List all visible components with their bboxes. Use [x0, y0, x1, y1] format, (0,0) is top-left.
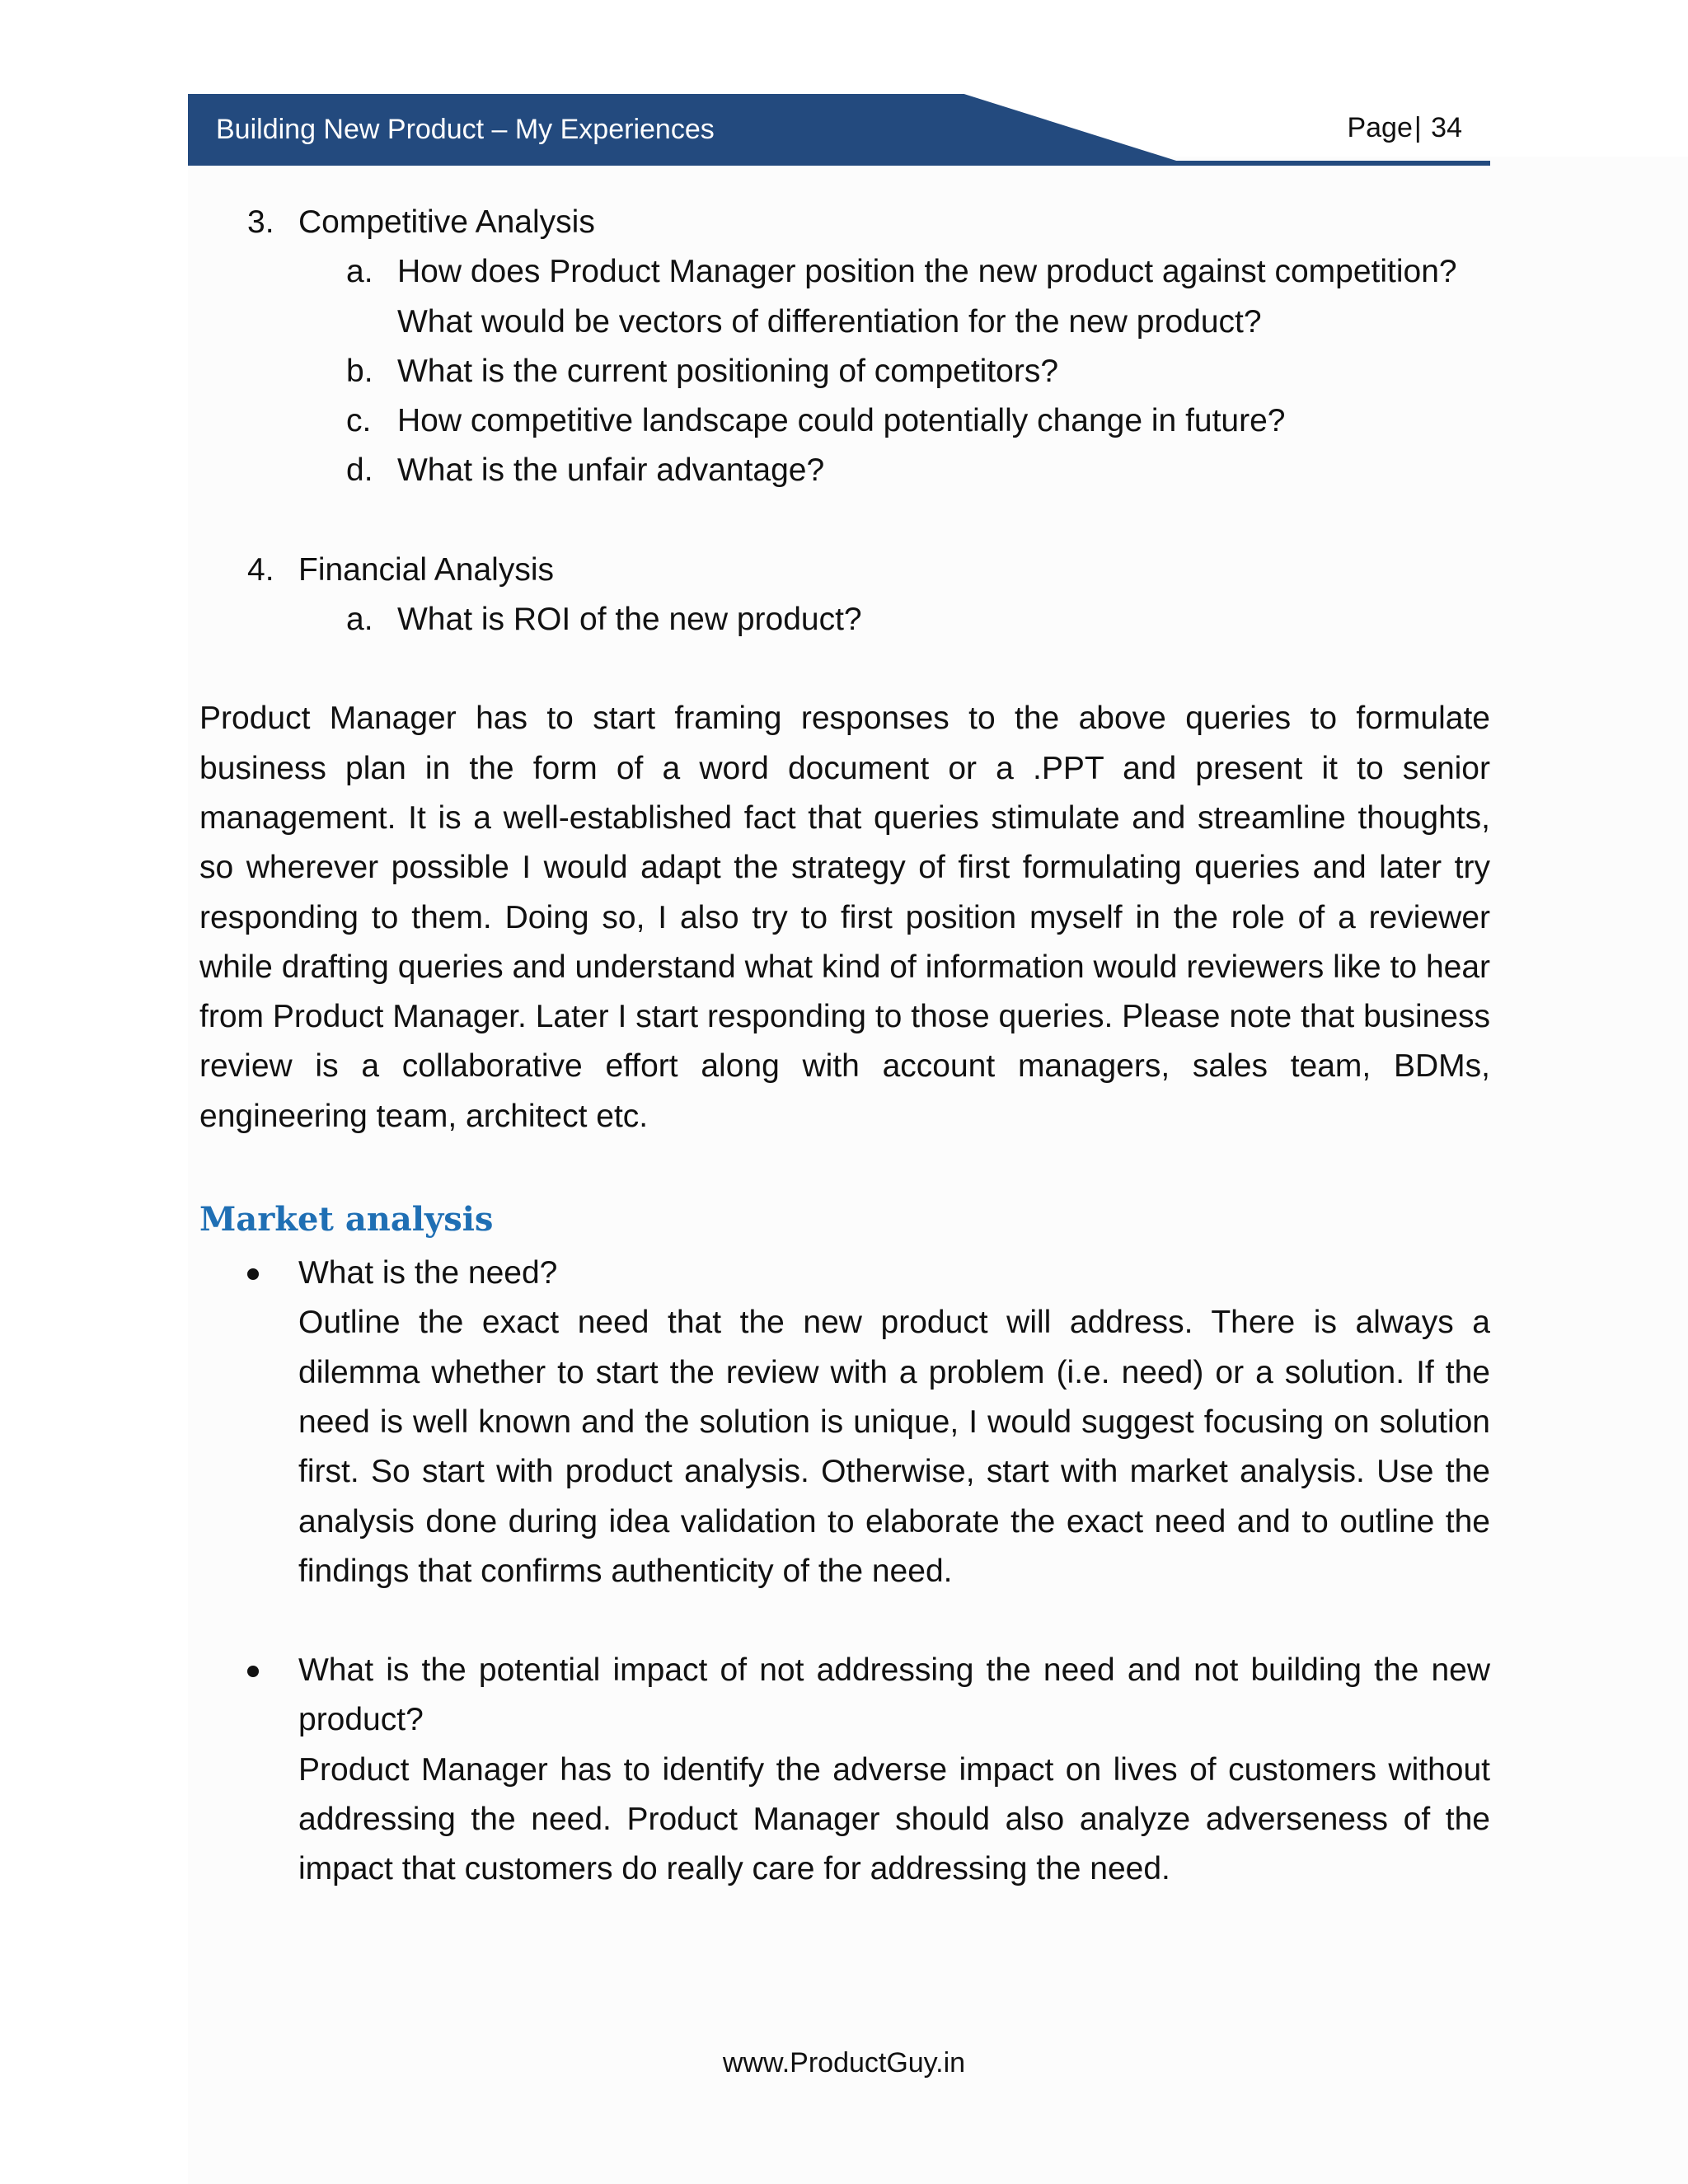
spacer	[199, 496, 1490, 546]
spacer	[199, 1596, 1490, 1646]
financial-questions	[199, 595, 1490, 644]
spacer	[199, 1141, 1490, 1191]
page-separator: |	[1414, 112, 1422, 143]
bullet-question: What is the potential impact of not addressing the need and not building the new product?	[298, 1652, 1490, 1738]
item-text: What is the current positioning of competitors?	[397, 353, 1059, 389]
section-title: Competitive Analysis	[298, 204, 595, 240]
item-letter: d.	[346, 452, 373, 489]
list-item	[199, 247, 1490, 347]
item-letter: b.	[346, 353, 373, 389]
section-number: 4.	[247, 551, 274, 588]
bullet-icon	[247, 1268, 259, 1280]
page-number: 34	[1431, 112, 1462, 143]
section-title: Financial Analysis	[298, 551, 554, 588]
list-item	[199, 595, 1490, 644]
footer-website: www.ProductGuy.in	[722, 2047, 966, 2079]
numbered-section-competitive	[199, 198, 1490, 247]
item-letter: a.	[346, 602, 373, 638]
list-item	[199, 396, 1490, 446]
intro-paragraph: Product Manager has to start framing responses to the above queries to formulate business plan in the form of a word document or a .PPT and present it to senior management. It is a well-established fact that queries stimulate and streamline thoughts, so wherever possible I would adapt the strategy of first formulating queries and later try responding to them. Doing so, I also try to first position myself in the role of a reviewer while drafting queries and understand what kind of information would reviewers like to hear from Product Manager. Later I start responding to those queries. Please note that business review is a collaborative effort along with account managers, sales team, BDMs, engineering team, architect etc.	[199, 701, 1490, 1134]
item-letter: a.	[346, 254, 373, 290]
numbered-section-financial	[199, 546, 1490, 595]
section-number: 3.	[247, 204, 274, 240]
page-header	[188, 94, 1490, 166]
item-letter: c.	[346, 403, 372, 439]
competitive-questions	[199, 247, 1490, 495]
item-text: What is ROI of the new product?	[397, 602, 862, 638]
page-number-label	[1347, 112, 1462, 144]
bullet-item	[199, 1646, 1490, 1894]
section-heading-market-analysis: Market analysis	[199, 1200, 494, 1240]
bullet-question: What is the need?	[298, 1255, 558, 1291]
list-item	[199, 446, 1490, 495]
page-label: Page	[1347, 112, 1413, 143]
item-text: What is the unfair advantage?	[397, 452, 825, 489]
bullet-icon	[247, 1666, 259, 1677]
item-text: How competitive landscape could potentially change in future?	[397, 403, 1286, 439]
header-rule	[188, 161, 1490, 166]
bullet-body: Product Manager has to identify the adverse impact on lives of customers without addressing the need. Product Manager should also analyze adverseness of the impact that customers do really care for addressing the need.	[298, 1751, 1490, 1887]
bullet-item	[199, 1249, 1490, 1596]
document-body	[199, 198, 1490, 1895]
list-item	[199, 347, 1490, 396]
bullet-body: Outline the exact need that the new product will address. There is always a dilemma whether to start the review with a problem (i.e. need) or a solution. If the need is well known and the solution is unique, I would suggest focusing on solution first. So start with product analysis. Otherwise, start with market analysis. Use the analysis done during idea validation to elaborate the exact need and to outline the findings that confirms authenticity of the need.	[298, 1305, 1490, 1589]
item-text: How does Product Manager position the new product against competition? What would be vectors of differentiation for the new product?	[397, 254, 1457, 340]
header-title: Building New Product – My Experiences	[216, 114, 715, 145]
spacer	[199, 644, 1490, 694]
